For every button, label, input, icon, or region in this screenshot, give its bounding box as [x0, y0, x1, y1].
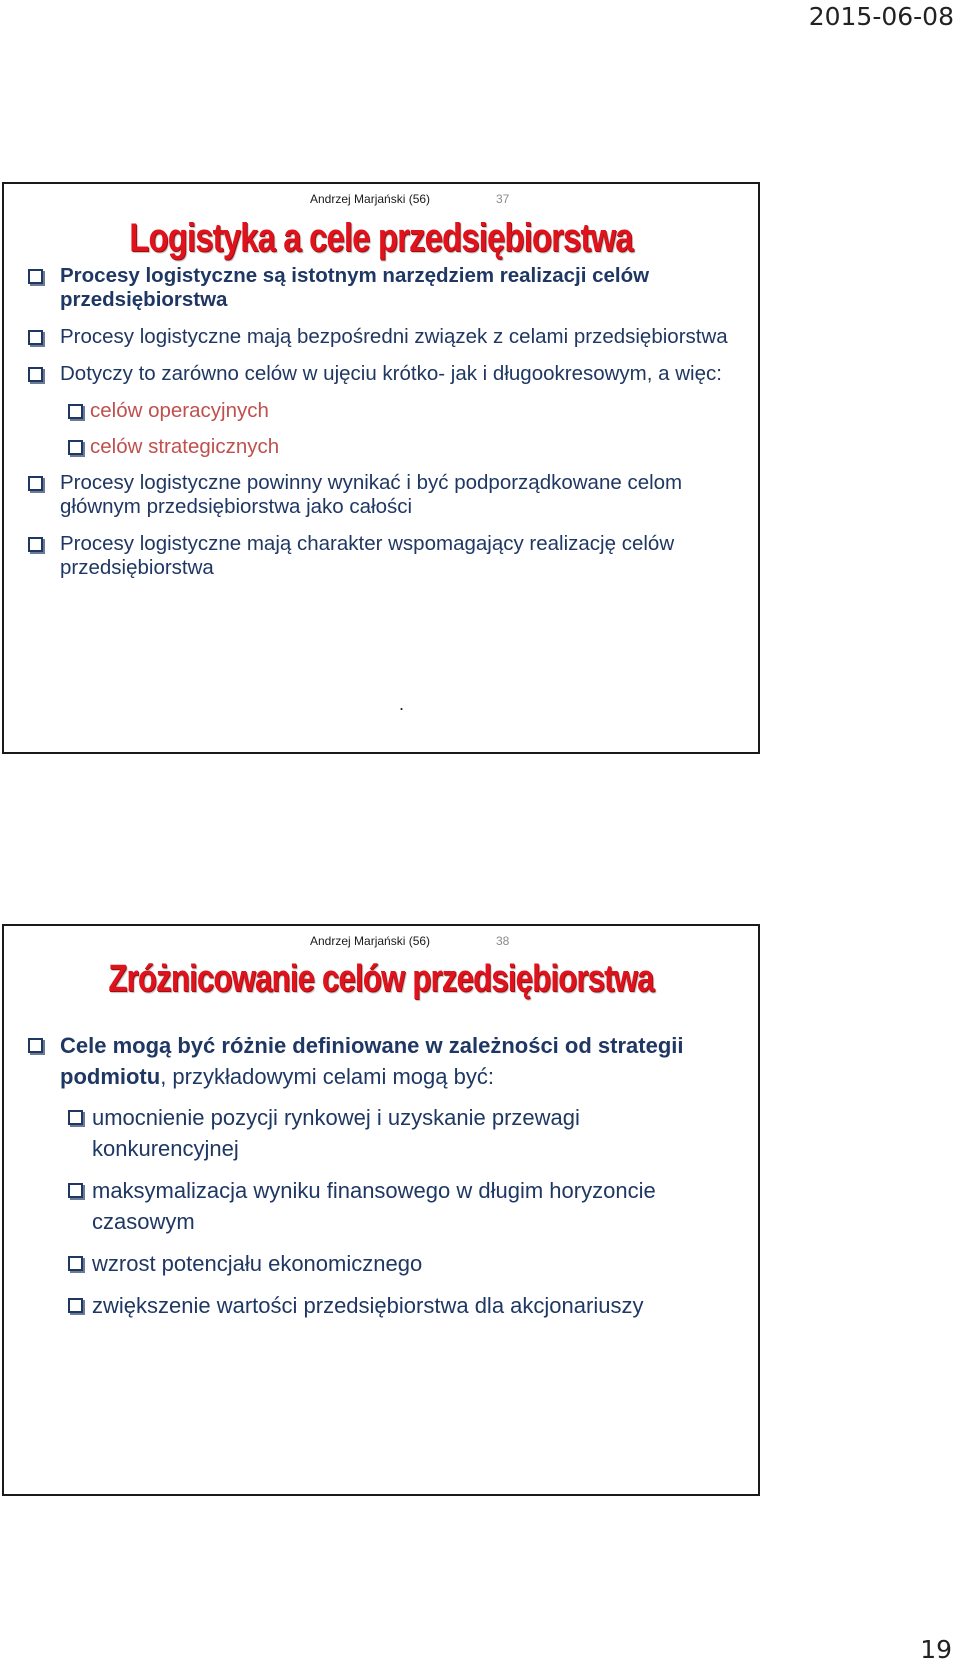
bullet-text: Dotyczy to zarówno celów w ujęciu krótko- jak i długookresowym, a więc: [60, 362, 722, 385]
checkbox-bullet-icon [68, 1256, 83, 1271]
sub-bullet-item [68, 1290, 728, 1321]
checkbox-bullet-icon [68, 1110, 83, 1125]
footer-dot: . [399, 694, 405, 714]
checkbox-bullet-icon [28, 367, 43, 382]
bullet-text: zwiększenie wartości przedsiębiorstwa dla akcjonariuszy [92, 1293, 644, 1318]
checkbox-bullet-icon [68, 440, 83, 455]
checkbox-bullet-icon [68, 1298, 83, 1313]
bullet-text: Procesy logistyczne powinny wynikać i być podporządkowane celom głównym przedsiębiorstwa jako całości [60, 471, 683, 518]
slide-38 [2, 924, 760, 1496]
checkbox-bullet-icon [68, 1183, 83, 1198]
bullet-text: celów operacyjnych [90, 399, 269, 422]
bullet-text: , przykładowymi celami mogą być: [160, 1064, 494, 1089]
bullet-text-bold: Cele mogą być różnie definiowane w zależności od strategii podmiotu [60, 1033, 684, 1089]
bullet-text: maksymalizacja wyniku finansowego w długim horyzoncie czasowym [92, 1178, 656, 1234]
page-number: 19 [920, 1635, 952, 1664]
bullet-item [28, 325, 728, 349]
checkbox-bullet-icon [28, 537, 43, 552]
bullet-list [28, 264, 728, 593]
checkbox-bullet-icon [28, 330, 43, 345]
bullet-text: Procesy logistyczne są istotnym narzędziem realizacji celów przedsiębiorstwa [60, 264, 650, 311]
sub-bullet-item [68, 399, 728, 423]
bullet-text: Procesy logistyczne mają charakter wspomagający realizację celów przedsiębiorstwa [60, 532, 675, 579]
bullet-item [28, 471, 728, 519]
sub-bullet-item [68, 1102, 728, 1164]
page-date: 2015-06-08 [808, 2, 954, 31]
slide-header [310, 934, 510, 948]
sub-bullet-item [68, 1248, 728, 1279]
bullet-text: Procesy logistyczne mają bezpośredni związek z celami przedsiębiorstwa [60, 325, 728, 348]
bullet-text: celów strategicznych [90, 435, 280, 458]
sub-bullet-item [68, 1175, 728, 1237]
bullet-list [28, 1030, 728, 1332]
checkbox-bullet-icon [28, 269, 43, 284]
checkbox-bullet-icon [28, 476, 43, 491]
slide-title: Logistyka a cele przedsiębiorstwa [129, 216, 633, 260]
bullet-item [28, 362, 728, 386]
slide-author: Andrzej Marjański (56) [310, 192, 431, 206]
bullet-text: wzrost potencjału ekonomicznego [92, 1251, 423, 1276]
bullet-item [28, 1030, 728, 1092]
slide-header [310, 192, 510, 206]
sub-bullet-item [68, 435, 728, 459]
slide-number: 38 [496, 934, 510, 948]
slide-title: Zróżnicowanie celów przedsiębiorstwa [108, 958, 654, 1000]
slide-author: Andrzej Marjański (56) [310, 934, 431, 948]
bullet-item [28, 264, 728, 312]
bullet-text: umocnienie pozycji rynkowej i uzyskanie przewagi konkurencyjnej [92, 1105, 580, 1161]
checkbox-bullet-icon [28, 1038, 43, 1053]
checkbox-bullet-icon [68, 404, 83, 419]
bullet-item [28, 532, 728, 580]
slide-number: 37 [496, 192, 510, 206]
slide-37 [2, 182, 760, 754]
